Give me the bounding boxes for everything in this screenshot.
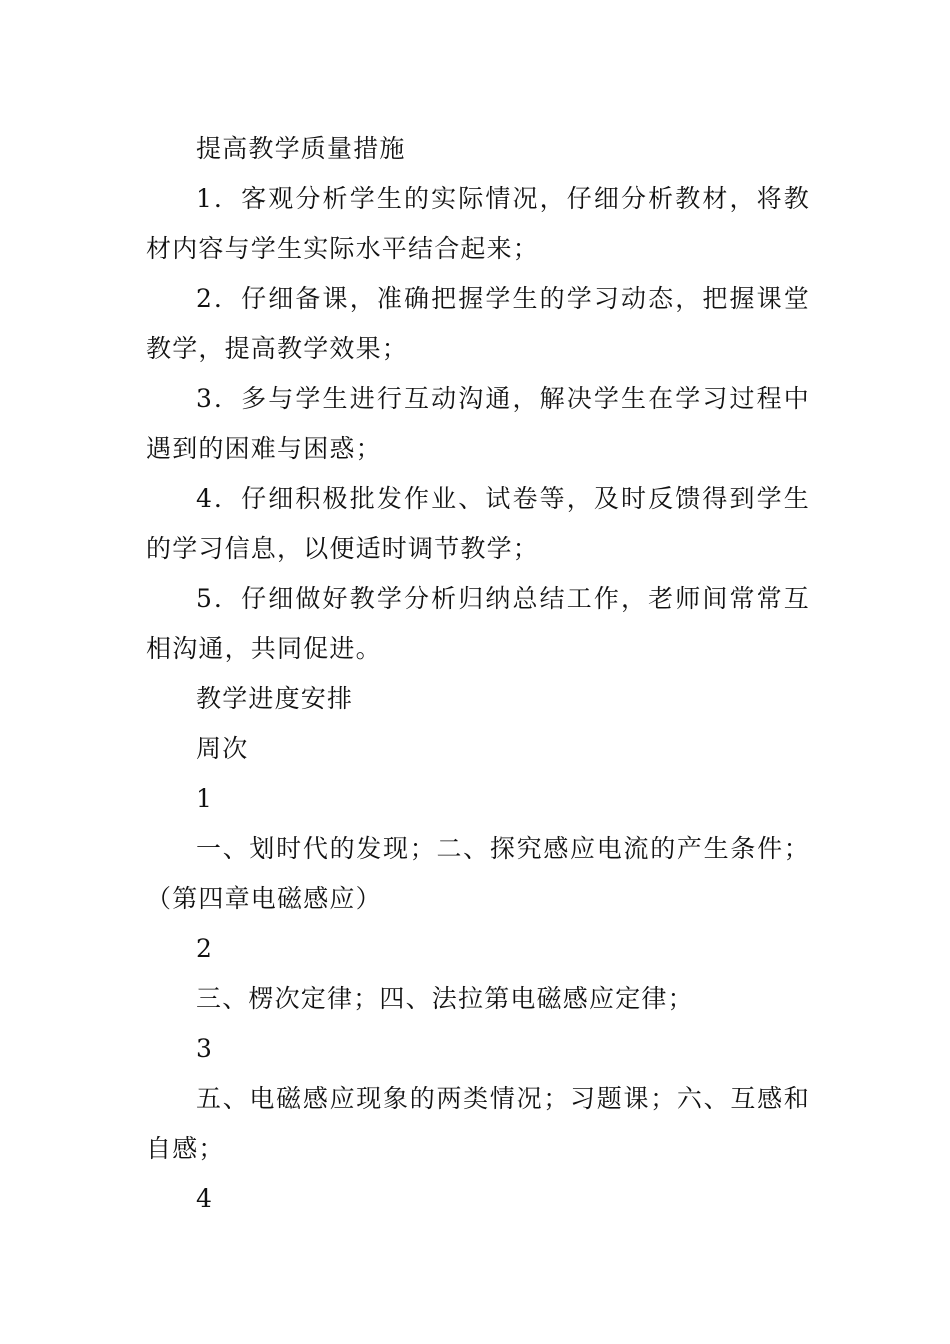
measure-item: 1．客观分析学生的实际情况，仔细分析教材，将教材内容与学生实际水平结合起来； (146, 184, 810, 263)
week-content: 三、楞次定律；四、法拉第电磁感应定律； (196, 984, 694, 1013)
week-number: 2 (196, 934, 214, 963)
week-header: 周次 (196, 734, 249, 763)
measures-title: 提高教学质量措施 (196, 134, 406, 163)
week-number: 3 (196, 1034, 214, 1063)
week-content: 一、划时代的发现；二、探究感应电流的产生条件；（第四章电磁感应） (146, 834, 810, 913)
document-page (146, 124, 810, 1224)
measure-item: 4．仔细积极批发作业、试卷等，及时反馈得到学生的学习信息，以便适时调节教学； (146, 484, 810, 563)
week-number: 4 (196, 1184, 214, 1213)
week-number: 1 (196, 784, 214, 813)
measure-item: 2．仔细备课，准确把握学生的学习动态，把握课堂教学，提高教学效果； (146, 284, 810, 363)
measure-item: 5．仔细做好教学分析归纳总结工作，老师间常常互相沟通，共同促进。 (146, 584, 810, 663)
measure-item: 3．多与学生进行互动沟通，解决学生在学习过程中遇到的困难与困惑； (146, 384, 810, 463)
schedule-title: 教学进度安排 (196, 684, 354, 713)
week-content: 五、电磁感应现象的两类情况；习题课；六、互感和自感； (146, 1084, 810, 1163)
